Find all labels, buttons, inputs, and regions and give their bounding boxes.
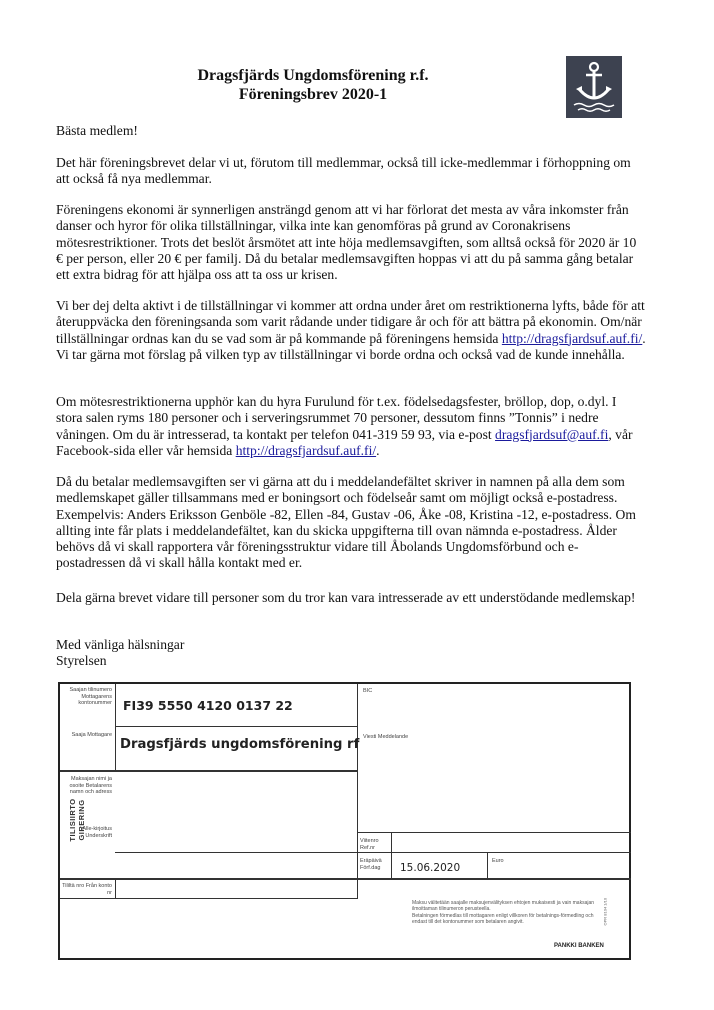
account-label: Saajan tilinumero Mottagarens kontonummer xyxy=(69,687,112,706)
giro-due-divider xyxy=(357,852,358,899)
paragraph-share xyxy=(56,590,646,606)
fine-print-finnish: Maksu välitetään saajalle maksujenvälityksen ehtojen mukaisesti ja vain maksajan ilmoittaman tilinumeron perusteella. xyxy=(412,900,595,912)
form-code: OPR 8104 1/10 xyxy=(602,897,608,926)
giro-row-line-2 xyxy=(60,770,357,772)
giro-divider-vertical xyxy=(357,684,358,878)
giro-from-divider xyxy=(115,878,116,899)
giro-vertical-title: TILISIIRTO GIRERING xyxy=(68,798,86,842)
from-account-label: Tililtä nro Från konto nr xyxy=(62,883,112,896)
anchor-logo xyxy=(566,56,622,118)
signer: Styrelsen xyxy=(56,653,107,668)
giro-ref-label-divider xyxy=(391,832,392,879)
organization-title: Dragsfjärds Ungdomsförening r.f. xyxy=(197,67,429,84)
giro-from-line xyxy=(60,898,357,899)
giro-ref-line xyxy=(357,832,631,833)
message-label: Viesti Meddelande xyxy=(363,734,409,740)
letter-title: Föreningsbrev 2020-1 xyxy=(238,86,388,103)
due-date: 15.06.2020 xyxy=(400,862,461,874)
fine-print-swedish: Betalningen förmedlas till mottagaren enligt villkoren för betalnings-förmedling och endast till det kontonummer som betalaren angivit. xyxy=(412,913,594,925)
giro-row-line-1 xyxy=(115,726,357,727)
paragraph-rental-text-mid: , vår Facebook-sida eller vår hemsida xyxy=(56,426,633,458)
bic-label: BIC xyxy=(363,688,373,694)
paragraph-events-text: Vi ber dej delta aktivt i de tillställningar vi kommer att ordna under året om restriktionerna lyfts, både för att återuppväcka den föreningsanda som varit rådande under tidigare år och för att bättra på ekonomin. Om/när tillställningar ordnas kan du se vad som är på kommande på föreningens hemsida xyxy=(56,298,645,346)
paragraph-rental xyxy=(56,394,646,459)
paragraph-intro xyxy=(56,155,646,188)
email-link[interactable]: dragsfjardsuf@auf.fi xyxy=(495,426,609,442)
recipient-name: Dragsfjärds ungdomsförening rf xyxy=(120,737,360,752)
greeting: Bästa medlem! xyxy=(56,123,138,138)
paragraph-rental-text: Om mötesrestriktionerna upphör kan du hyra Furulund för t.ex. födelsedagsfester, bröllop, dop, o.dyl. I stora salen ryms 180 personer och i serveringsrummet 70 personer, dessutom finns ”Tonnis” i nedre våningen. Om du är intresserad, ta kontakt per telefon 041-319 59 93, via e-post xyxy=(56,394,617,442)
signature-label: Alle-kirjoitus Underskrift xyxy=(82,826,112,839)
homepage-link[interactable]: http://dragsfjardsuf.auf.fi/ xyxy=(235,442,377,458)
recipient-label: Saaja Mottagare xyxy=(71,732,112,738)
closing: Med vänliga hälsningar xyxy=(56,637,185,652)
paragraph-share-text: Dela gärna brevet vidare till personer som du tror kan vara intresserade av ett understödande medlemskap! xyxy=(56,590,636,605)
paragraph-economy-text: Föreningens ekonomi är synnerligen ansträngd genom att vi har förlorat det mesta av våra inkomster från danser och hyror för olika tillställningar, vilka inte kan genomföras på grund av Coronakrisens mötesrestriktioner. Trots det beslöt årsmötet att inte höja medlemsavgiften, som alltså också för 2020 är 10 € per person, eller 20 € per familj. Då du betalar medlemsavgiften hoppas vi att du på samma gång betalar ett extra bidrag för att hjälpa oss att ta oss ur krisen. xyxy=(56,202,637,283)
anchor-icon xyxy=(566,56,622,118)
giro-sign-line xyxy=(115,852,357,853)
paragraph-events-text-end: . Vi tar gärna mot förslag på vilken typ av tillställningar vi borde ordna och också vad de kunde innehålla. xyxy=(56,330,646,362)
paragraph-payment xyxy=(56,474,646,572)
giro-euro-divider xyxy=(487,852,488,879)
due-date-label: Eräpäivä Förf.dag xyxy=(360,858,382,871)
paragraph-payment-text: Då du betalar medlemsavgiften ser vi gärna att du i meddelandefältet skriver in namnen på alla dem som medlemskapet gäller tillsammans med er boningsort och födelseår samt om möjligt också e-postadress. Exempelvis: Anders Eriksson Genböle -82, Ellen -84, Gustav -06, Åke -08, Kristina -12, e-postadress. Om allting inte får plats i meddelandefältet, kan du skicka uppgifterna till ovan nämnda e-postadress. Ålder behövs då vi skall rapportera vår föreningsstruktur vidare till Åbolands Ungdomsförbund och e-postadressen då vi skall hålla kontakt med er. xyxy=(56,474,636,571)
paragraph-intro-text: Det här föreningsbrevet delar vi ut, förutom till medlemmar, också till icke-medlemmar i förhoppning om att också få nya medlemmar. xyxy=(56,155,631,187)
paragraph-events xyxy=(56,298,646,363)
giro-row-line-3 xyxy=(60,878,631,880)
paragraph-economy xyxy=(56,202,646,283)
bank-name: PANKKI BANKEN xyxy=(554,943,604,949)
euro-label: Euro xyxy=(492,858,504,864)
giro-payment-slip xyxy=(58,682,631,960)
reference-label: Viitenro Ref.nr xyxy=(360,838,379,851)
paragraph-rental-text-end: . xyxy=(376,442,380,458)
website-link[interactable]: http://dragsfjardsuf.auf.fi/ xyxy=(501,330,643,346)
giro-due-line xyxy=(357,852,631,853)
account-number: FI39 5550 4120 0137 22 xyxy=(123,698,293,713)
payer-label: Maksajan nimi ja osoite Betalarens namn och adress xyxy=(69,776,112,795)
